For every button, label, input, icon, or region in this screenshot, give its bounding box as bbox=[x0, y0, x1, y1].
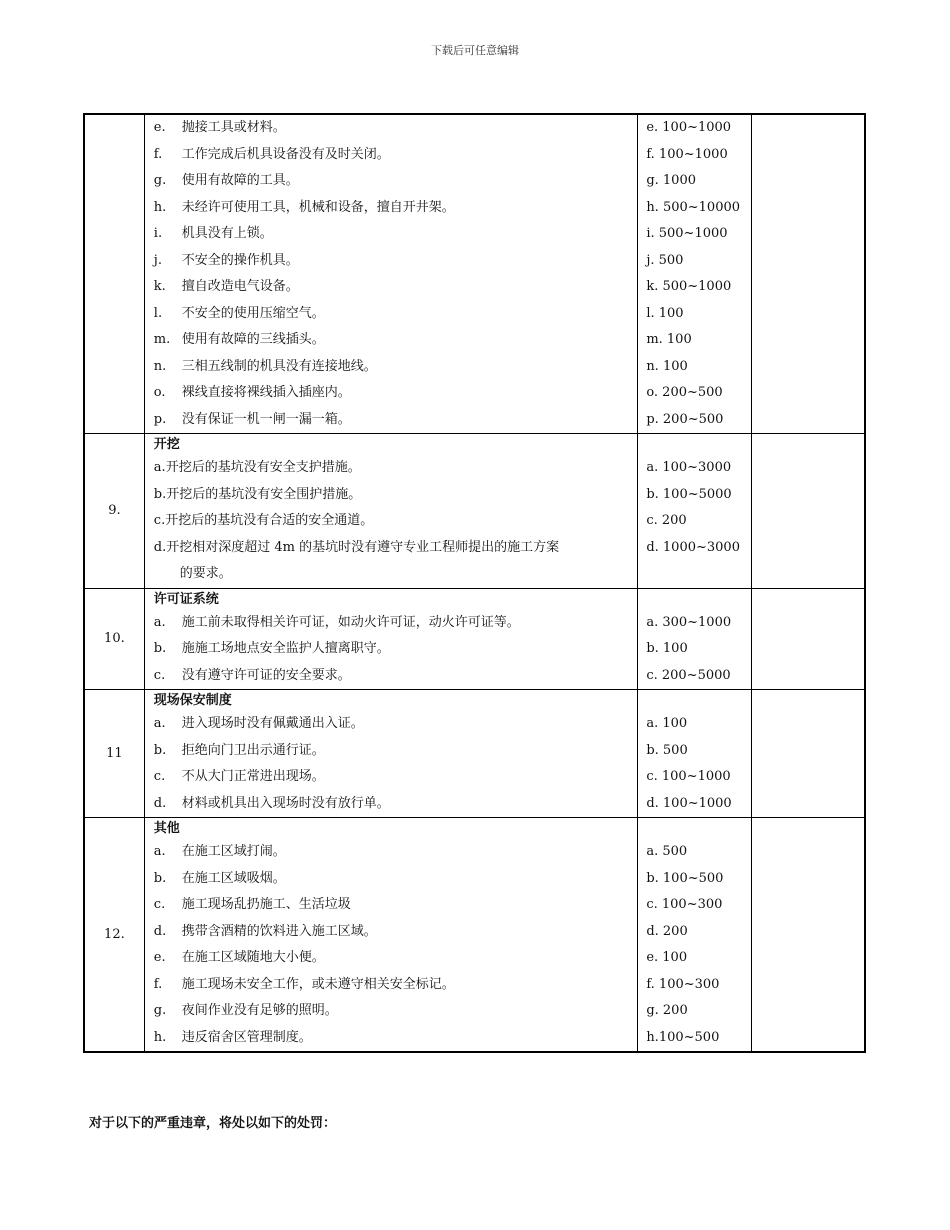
list-item: h. 违反宿舍区管理制度。 bbox=[153, 1029, 312, 1045]
fine-amount: e. 100~1000 bbox=[646, 120, 732, 135]
list-item: g. 夜间作业没有足够的照明。 bbox=[153, 1003, 338, 1018]
section-number: 10. bbox=[84, 588, 144, 690]
fine-amount: f. 100~1000 bbox=[646, 146, 728, 162]
table-row bbox=[84, 690, 865, 818]
list-item: e. 抛接工具或材料。 bbox=[153, 120, 286, 135]
fine-amount: n. 100 bbox=[646, 358, 688, 374]
fine-amount: d. 1000~3000 bbox=[646, 539, 740, 555]
fine-amount: p. 200~500 bbox=[646, 411, 724, 427]
fine-amount: a. 100 bbox=[646, 716, 688, 731]
list-item: c. 不从大门正常进出现场。 bbox=[153, 769, 325, 784]
list-item: f. 工作完成后机具设备没有及时关闭。 bbox=[153, 146, 390, 162]
fine-amount: h. 500~10000 bbox=[646, 199, 741, 215]
remarks-cell bbox=[751, 114, 865, 434]
violation-list bbox=[144, 690, 638, 818]
fine-list bbox=[638, 690, 752, 818]
table-row bbox=[84, 588, 865, 690]
violation-list bbox=[144, 588, 638, 690]
fine-amount: e. 100 bbox=[646, 950, 688, 965]
violation-list bbox=[144, 434, 638, 589]
fine-amount: a. 300~1000 bbox=[646, 614, 732, 630]
fine-amount: c. 200 bbox=[646, 513, 687, 528]
remarks-cell bbox=[751, 588, 865, 690]
fine-amount: f. 100~300 bbox=[646, 976, 720, 992]
table-row bbox=[84, 114, 865, 434]
list-item: b. 施施工场地点安全监护人擅离职守。 bbox=[153, 641, 390, 656]
section-number: 12. bbox=[84, 818, 144, 1053]
fine-amount: c. 100~1000 bbox=[646, 769, 731, 784]
fine-list bbox=[638, 588, 752, 690]
page-header: 下载后可任意编辑 bbox=[431, 44, 519, 57]
fine-amount: i. 500~1000 bbox=[646, 226, 728, 241]
fine-amount: b. 100~500 bbox=[646, 870, 724, 886]
list-item: f. 施工现场未安全工作，或未遵守相关安全标记。 bbox=[153, 976, 455, 992]
list-item: a. 施工前未取得相关许可证，如动火许可证，动火许可证等。 bbox=[153, 614, 520, 630]
section-number: 11 bbox=[84, 690, 144, 818]
table-row bbox=[84, 818, 865, 1053]
list-item: c.开挖后的基坑没有合适的安全通道。 bbox=[153, 513, 374, 528]
fine-amount: k. 500~1000 bbox=[646, 279, 732, 294]
fine-amount: a. 100~3000 bbox=[646, 460, 732, 475]
fine-amount: m. 100 bbox=[646, 332, 692, 347]
fine-list bbox=[638, 434, 752, 589]
list-item: h. 未经许可使用工具，机械和设备，擅自开井架。 bbox=[153, 199, 455, 215]
fine-amount: c. 100~300 bbox=[646, 897, 723, 912]
remarks-cell bbox=[751, 818, 865, 1053]
footer-note: 对于以下的严重违章，将处以如下的处罚： bbox=[89, 1116, 337, 1131]
fine-list bbox=[638, 818, 752, 1053]
table-row bbox=[84, 434, 865, 589]
remarks-cell bbox=[751, 434, 865, 589]
list-item: j. 不安全的操作机具。 bbox=[153, 252, 299, 268]
violation-list bbox=[144, 818, 638, 1053]
list-item: a. 进入现场时没有佩戴通出入证。 bbox=[153, 716, 364, 731]
section-title: 开挖 bbox=[153, 437, 180, 452]
list-item: c. 没有遵守许可证的安全要求。 bbox=[153, 667, 351, 683]
section-title: 许可证系统 bbox=[153, 591, 219, 607]
list-item: l. 不安全的使用压缩空气。 bbox=[153, 305, 325, 321]
list-item: m. 使用有故障的三线插头。 bbox=[153, 332, 325, 347]
fine-amount: j. 500 bbox=[646, 252, 684, 268]
section-number bbox=[84, 114, 144, 434]
list-item: e. 在施工区域随地大小便。 bbox=[153, 950, 325, 965]
remarks-cell bbox=[751, 690, 865, 818]
list-item: c. 施工现场乱扔施工、生活垃圾 bbox=[153, 897, 351, 912]
fine-amount: d. 200 bbox=[646, 923, 688, 939]
list-item: o. 裸线直接将裸线插入插座内。 bbox=[153, 385, 351, 400]
list-item: b. 拒绝向门卫出示通行证。 bbox=[153, 742, 325, 758]
fine-amount: b. 100 bbox=[646, 641, 688, 656]
fine-amount: o. 200~500 bbox=[646, 385, 723, 400]
fine-amount: g. 200 bbox=[646, 1003, 688, 1018]
list-item: b.开挖后的基坑没有安全围护措施。 bbox=[153, 486, 362, 502]
list-item: d.开挖相对深度超过 4m 的基坑时没有遵守专业工程师提出的施工方案 的要求。 bbox=[153, 539, 560, 581]
list-item: a.开挖后的基坑没有安全支护措施。 bbox=[153, 460, 361, 475]
penalty-table bbox=[83, 113, 866, 1053]
fine-amount: b. 500 bbox=[646, 742, 688, 758]
list-item: p. 没有保证一机一闸一漏一箱。 bbox=[153, 411, 351, 427]
section-title: 现场保安制度 bbox=[153, 693, 232, 708]
section-title: 其他 bbox=[153, 821, 180, 836]
list-item: k. 擅自改造电气设备。 bbox=[153, 279, 299, 294]
list-item: b. 在施工区域吸烟。 bbox=[153, 870, 286, 886]
list-item: d. 携带含酒精的饮料进入施工区域。 bbox=[153, 923, 377, 939]
fine-amount: b. 100~5000 bbox=[646, 486, 732, 502]
fine-list bbox=[638, 114, 752, 434]
list-item: i. 机具没有上锁。 bbox=[153, 226, 273, 241]
fine-amount: d. 100~1000 bbox=[646, 795, 732, 811]
list-item: d. 材料或机具出入现场时没有放行单。 bbox=[153, 795, 390, 811]
fine-amount: c. 200~5000 bbox=[646, 667, 731, 683]
fine-amount: a. 500 bbox=[646, 844, 688, 859]
fine-amount: g. 1000 bbox=[646, 173, 696, 188]
list-item: g. 使用有故障的工具。 bbox=[153, 173, 299, 188]
list-item: a. 在施工区域打闹。 bbox=[153, 844, 286, 859]
fine-amount: l. 100 bbox=[646, 305, 684, 321]
violation-list bbox=[144, 114, 638, 434]
fine-amount: h.100~500 bbox=[646, 1029, 720, 1045]
list-item: n. 三相五线制的机具没有连接地线。 bbox=[153, 358, 377, 374]
section-number: 9. bbox=[84, 434, 144, 589]
